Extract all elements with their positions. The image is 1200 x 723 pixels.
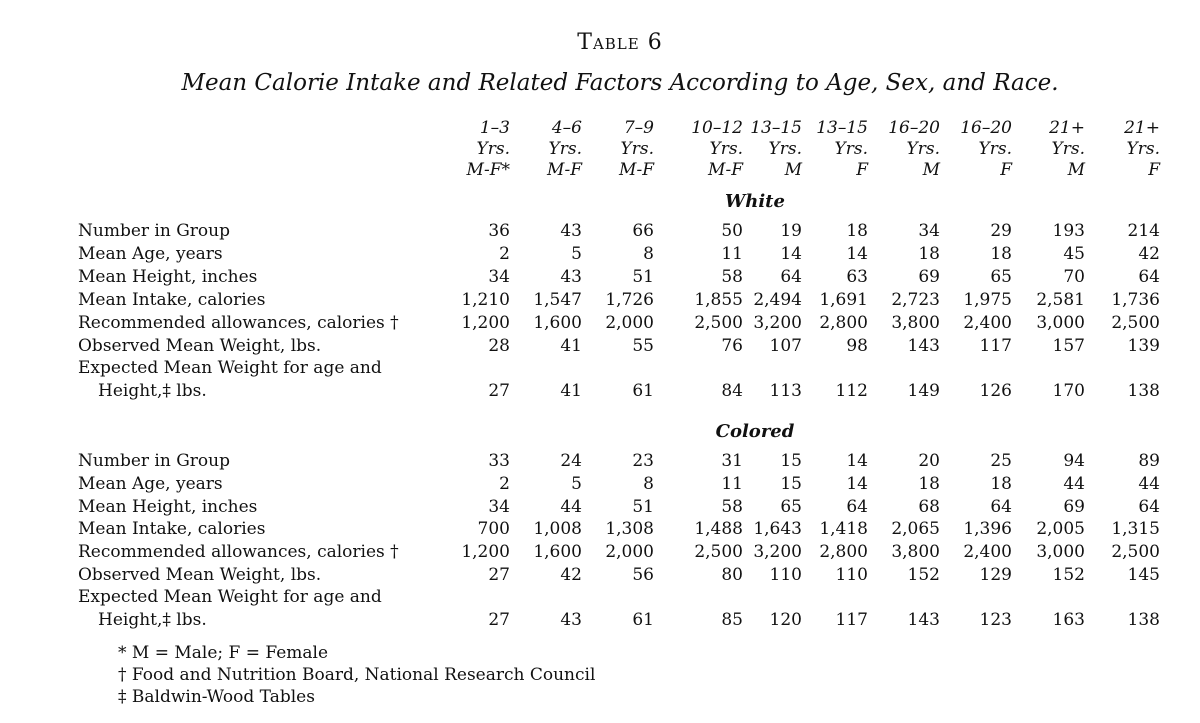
table-cell: 15: [780, 474, 802, 494]
table-cell: 117: [835, 610, 868, 630]
table-cell: 1,210: [461, 290, 510, 310]
table-row: [0, 289, 1200, 312]
table-cell: 143: [907, 610, 940, 630]
table-cell: 45: [1063, 244, 1085, 264]
footnote: ‡ Baldwin-Wood Tables: [118, 687, 315, 707]
table-cell: 42: [1138, 244, 1160, 264]
table-cell: 1,315: [1111, 519, 1160, 539]
row-label-continued: Height,‡ lbs.: [98, 610, 207, 630]
table-cell: 14: [780, 244, 802, 264]
table-cell: 1,643: [753, 519, 802, 539]
row-label: Observed Mean Weight, lbs.: [78, 336, 322, 356]
column-sex: M-F: [547, 160, 582, 180]
table-cell: 70: [1063, 267, 1085, 287]
table-cell: 64: [1138, 497, 1160, 517]
table-cell: 56: [632, 565, 654, 585]
row-label: Mean Height, inches: [78, 267, 258, 287]
column-unit: Yrs.: [709, 139, 743, 159]
table-cell: 25: [990, 451, 1012, 471]
row-label: Mean Height, inches: [78, 497, 258, 517]
column-header: [798, 118, 868, 181]
table-cell: 1,855: [694, 290, 743, 310]
table-row: [0, 541, 1200, 564]
table-cell: 43: [560, 267, 582, 287]
table-cell: 15: [780, 451, 802, 471]
column-age: 16–20: [888, 118, 940, 138]
table-cell: 152: [1052, 565, 1085, 585]
table-cell: 19: [780, 221, 802, 241]
table-cell: 170: [1052, 381, 1085, 401]
table-cell: 214: [1127, 221, 1160, 241]
table-cell: 126: [979, 381, 1012, 401]
column-age: 4–6: [551, 118, 582, 138]
column-unit: Yrs.: [620, 139, 654, 159]
table-cell: 2,005: [1036, 519, 1085, 539]
row-label: Mean Age, years: [78, 474, 223, 494]
table-cell: 3,800: [891, 313, 940, 333]
table-cell: 2: [499, 474, 510, 494]
table-cell: 2,494: [753, 290, 802, 310]
footnote: * M = Male; F = Female: [118, 643, 329, 663]
table-cell: 123: [979, 610, 1012, 630]
table-cell: 18: [990, 244, 1012, 264]
table-cell: 58: [721, 267, 743, 287]
table-row: [0, 243, 1200, 266]
table-cell: 1,308: [605, 519, 654, 539]
row-label: Number in Group: [78, 451, 230, 471]
table-row: [0, 496, 1200, 519]
column-age: 16–20: [960, 118, 1012, 138]
table-cell: 1,691: [819, 290, 868, 310]
row-label: Mean Intake, calories: [78, 519, 266, 539]
table-cell: 2,400: [963, 542, 1012, 562]
table-cell: 18: [918, 474, 940, 494]
table-cell: 8: [643, 474, 654, 494]
table-cell: 1,418: [819, 519, 868, 539]
table-row: [0, 473, 1200, 496]
section-label-white: White: [725, 191, 785, 212]
table-cell: 3,800: [891, 542, 940, 562]
table-cell: 61: [632, 610, 654, 630]
column-age: 13–15: [750, 118, 802, 138]
table-cell: 51: [632, 267, 654, 287]
table-cell: 85: [721, 610, 743, 630]
table-cell: 43: [560, 610, 582, 630]
column-sex: M: [784, 160, 802, 180]
table-cell: 27: [488, 565, 510, 585]
table-cell: 89: [1138, 451, 1160, 471]
table-cell: 2,500: [694, 313, 743, 333]
table-cell: 2,500: [1111, 542, 1160, 562]
table-row: [0, 266, 1200, 289]
table-cell: 84: [721, 381, 743, 401]
table-title: Table 6: [577, 30, 663, 55]
table-cell: 18: [918, 244, 940, 264]
table-cell: 64: [780, 267, 802, 287]
table-cell: 2,065: [891, 519, 940, 539]
row-label: Expected Mean Weight for age and: [78, 358, 382, 378]
table-cell: 64: [990, 497, 1012, 517]
table-row: [0, 450, 1200, 473]
column-age: 7–9: [623, 118, 654, 138]
column-unit: Yrs.: [834, 139, 868, 159]
column-sex: F: [856, 160, 868, 180]
table-cell: 69: [1063, 497, 1085, 517]
table-cell: 18: [990, 474, 1012, 494]
column-age: 1–3: [479, 118, 510, 138]
row-label: Observed Mean Weight, lbs.: [78, 565, 322, 585]
table-cell: 1,200: [461, 313, 510, 333]
row-label: Mean Age, years: [78, 244, 223, 264]
column-age: 21+: [1049, 118, 1085, 138]
table-cell: 1,547: [533, 290, 582, 310]
table-row: [0, 220, 1200, 243]
table-cell: 2,400: [963, 313, 1012, 333]
column-unit: Yrs.: [548, 139, 582, 159]
table-cell: 63: [846, 267, 868, 287]
table-cell: 700: [477, 519, 510, 539]
table-cell: 20: [918, 451, 940, 471]
table-cell: 129: [979, 565, 1012, 585]
table-cell: 3,000: [1036, 313, 1085, 333]
table-cell: 110: [769, 565, 802, 585]
table-cell: 51: [632, 497, 654, 517]
table-cell: 50: [721, 221, 743, 241]
column-age: 10–12: [691, 118, 743, 138]
table-cell: 107: [769, 336, 802, 356]
table-cell: 138: [1127, 381, 1160, 401]
column-unit: Yrs.: [906, 139, 940, 159]
table-cell: 149: [907, 381, 940, 401]
table-cell: 120: [769, 610, 802, 630]
column-sex: M-F: [619, 160, 654, 180]
table-cell: 3,000: [1036, 542, 1085, 562]
table-row: [0, 357, 1200, 401]
table-cell: 61: [632, 381, 654, 401]
table-cell: 28: [488, 336, 510, 356]
table-cell: 94: [1063, 451, 1085, 471]
table-cell: 68: [918, 497, 940, 517]
column-header: [732, 118, 802, 181]
table-cell: 98: [846, 336, 868, 356]
column-header: [440, 118, 510, 181]
column-headers: [0, 118, 1200, 184]
table-cell: 112: [835, 381, 868, 401]
table-cell: 3,200: [753, 542, 802, 562]
table-cell: 2,500: [694, 542, 743, 562]
table-row: [0, 335, 1200, 358]
table-cell: 1,726: [605, 290, 654, 310]
table-subtitle: Mean Calorie Intake and Related Factors According to Age, Sex, and Race.: [181, 70, 1059, 96]
table-cell: 34: [918, 221, 940, 241]
table-cell: 152: [907, 565, 940, 585]
table-cell: 2,800: [819, 313, 868, 333]
table-cell: 80: [721, 565, 743, 585]
row-label: Expected Mean Weight for age and: [78, 587, 382, 607]
table-cell: 14: [846, 244, 868, 264]
column-age: 21+: [1124, 118, 1160, 138]
table-cell: 2,723: [891, 290, 940, 310]
table-cell: 65: [780, 497, 802, 517]
table-cell: 11: [721, 244, 743, 264]
table-cell: 34: [488, 497, 510, 517]
row-label-continued: Height,‡ lbs.: [98, 381, 207, 401]
table-cell: 69: [918, 267, 940, 287]
table-row: [0, 312, 1200, 335]
table-cell: 33: [488, 451, 510, 471]
table-cell: 58: [721, 497, 743, 517]
table-cell: 24: [560, 451, 582, 471]
column-unit: Yrs.: [476, 139, 510, 159]
row-label: Recommended allowances, calories †: [78, 313, 399, 333]
column-header: [942, 118, 1012, 181]
table-cell: 145: [1127, 565, 1160, 585]
table-row: [0, 586, 1200, 630]
table-cell: 2,581: [1036, 290, 1085, 310]
table-cell: 2,500: [1111, 313, 1160, 333]
table-cell: 117: [979, 336, 1012, 356]
table-cell: 27: [488, 610, 510, 630]
column-header: [584, 118, 654, 181]
table-cell: 23: [632, 451, 654, 471]
table-cell: 14: [846, 474, 868, 494]
column-header: [1090, 118, 1160, 181]
table-cell: 2,800: [819, 542, 868, 562]
table-cell: 29: [990, 221, 1012, 241]
column-sex: F: [1000, 160, 1012, 180]
table-cell: 76: [721, 336, 743, 356]
table-cell: 42: [560, 565, 582, 585]
footnote: † Food and Nutrition Board, National Research Council: [118, 665, 596, 685]
table-cell: 1,396: [963, 519, 1012, 539]
column-unit: Yrs.: [978, 139, 1012, 159]
table-cell: 41: [560, 381, 582, 401]
table-cell: 110: [835, 565, 868, 585]
table-cell: 1,008: [533, 519, 582, 539]
table-cell: 18: [846, 221, 868, 241]
column-sex: F: [1148, 160, 1160, 180]
table-cell: 1,736: [1111, 290, 1160, 310]
column-unit: Yrs.: [1126, 139, 1160, 159]
table-cell: 14: [846, 451, 868, 471]
column-sex: M-F*: [466, 160, 510, 180]
table-cell: 34: [488, 267, 510, 287]
column-header: [512, 118, 582, 181]
table-row: [0, 518, 1200, 541]
table-cell: 64: [1138, 267, 1160, 287]
table-cell: 8: [643, 244, 654, 264]
table-cell: 55: [632, 336, 654, 356]
table-cell: 64: [846, 497, 868, 517]
row-label: Mean Intake, calories: [78, 290, 266, 310]
table-cell: 1,200: [461, 542, 510, 562]
table-cell: 5: [571, 474, 582, 494]
table-cell: 3,200: [753, 313, 802, 333]
table-cell: 138: [1127, 610, 1160, 630]
table-cell: 31: [721, 451, 743, 471]
column-sex: M-F: [708, 160, 743, 180]
table-cell: 44: [1063, 474, 1085, 494]
table-cell: 143: [907, 336, 940, 356]
table-cell: 113: [769, 381, 802, 401]
table-cell: 11: [721, 474, 743, 494]
section-label-colored: Colored: [715, 421, 795, 442]
table-cell: 2: [499, 244, 510, 264]
table-cell: 44: [560, 497, 582, 517]
table-cell: 139: [1127, 336, 1160, 356]
column-sex: M: [1067, 160, 1085, 180]
table-cell: 41: [560, 336, 582, 356]
table-cell: 1,600: [533, 313, 582, 333]
table-cell: 2,000: [605, 542, 654, 562]
table-cell: 44: [1138, 474, 1160, 494]
table-cell: 1,488: [694, 519, 743, 539]
table-cell: 157: [1052, 336, 1085, 356]
table-cell: 1,975: [963, 290, 1012, 310]
table-cell: 1,600: [533, 542, 582, 562]
column-header: [870, 118, 940, 181]
column-unit: Yrs.: [768, 139, 802, 159]
table-cell: 27: [488, 381, 510, 401]
table-cell: 5: [571, 244, 582, 264]
column-sex: M: [922, 160, 940, 180]
table-cell: 36: [488, 221, 510, 241]
table-cell: 2,000: [605, 313, 654, 333]
column-unit: Yrs.: [1051, 139, 1085, 159]
table-cell: 65: [990, 267, 1012, 287]
row-label: Number in Group: [78, 221, 230, 241]
table-row: [0, 564, 1200, 587]
row-label: Recommended allowances, calories †: [78, 542, 399, 562]
table-cell: 163: [1052, 610, 1085, 630]
column-age: 13–15: [816, 118, 868, 138]
table-cell: 43: [560, 221, 582, 241]
table-cell: 66: [632, 221, 654, 241]
column-header: [1015, 118, 1085, 181]
table-cell: 193: [1052, 221, 1085, 241]
